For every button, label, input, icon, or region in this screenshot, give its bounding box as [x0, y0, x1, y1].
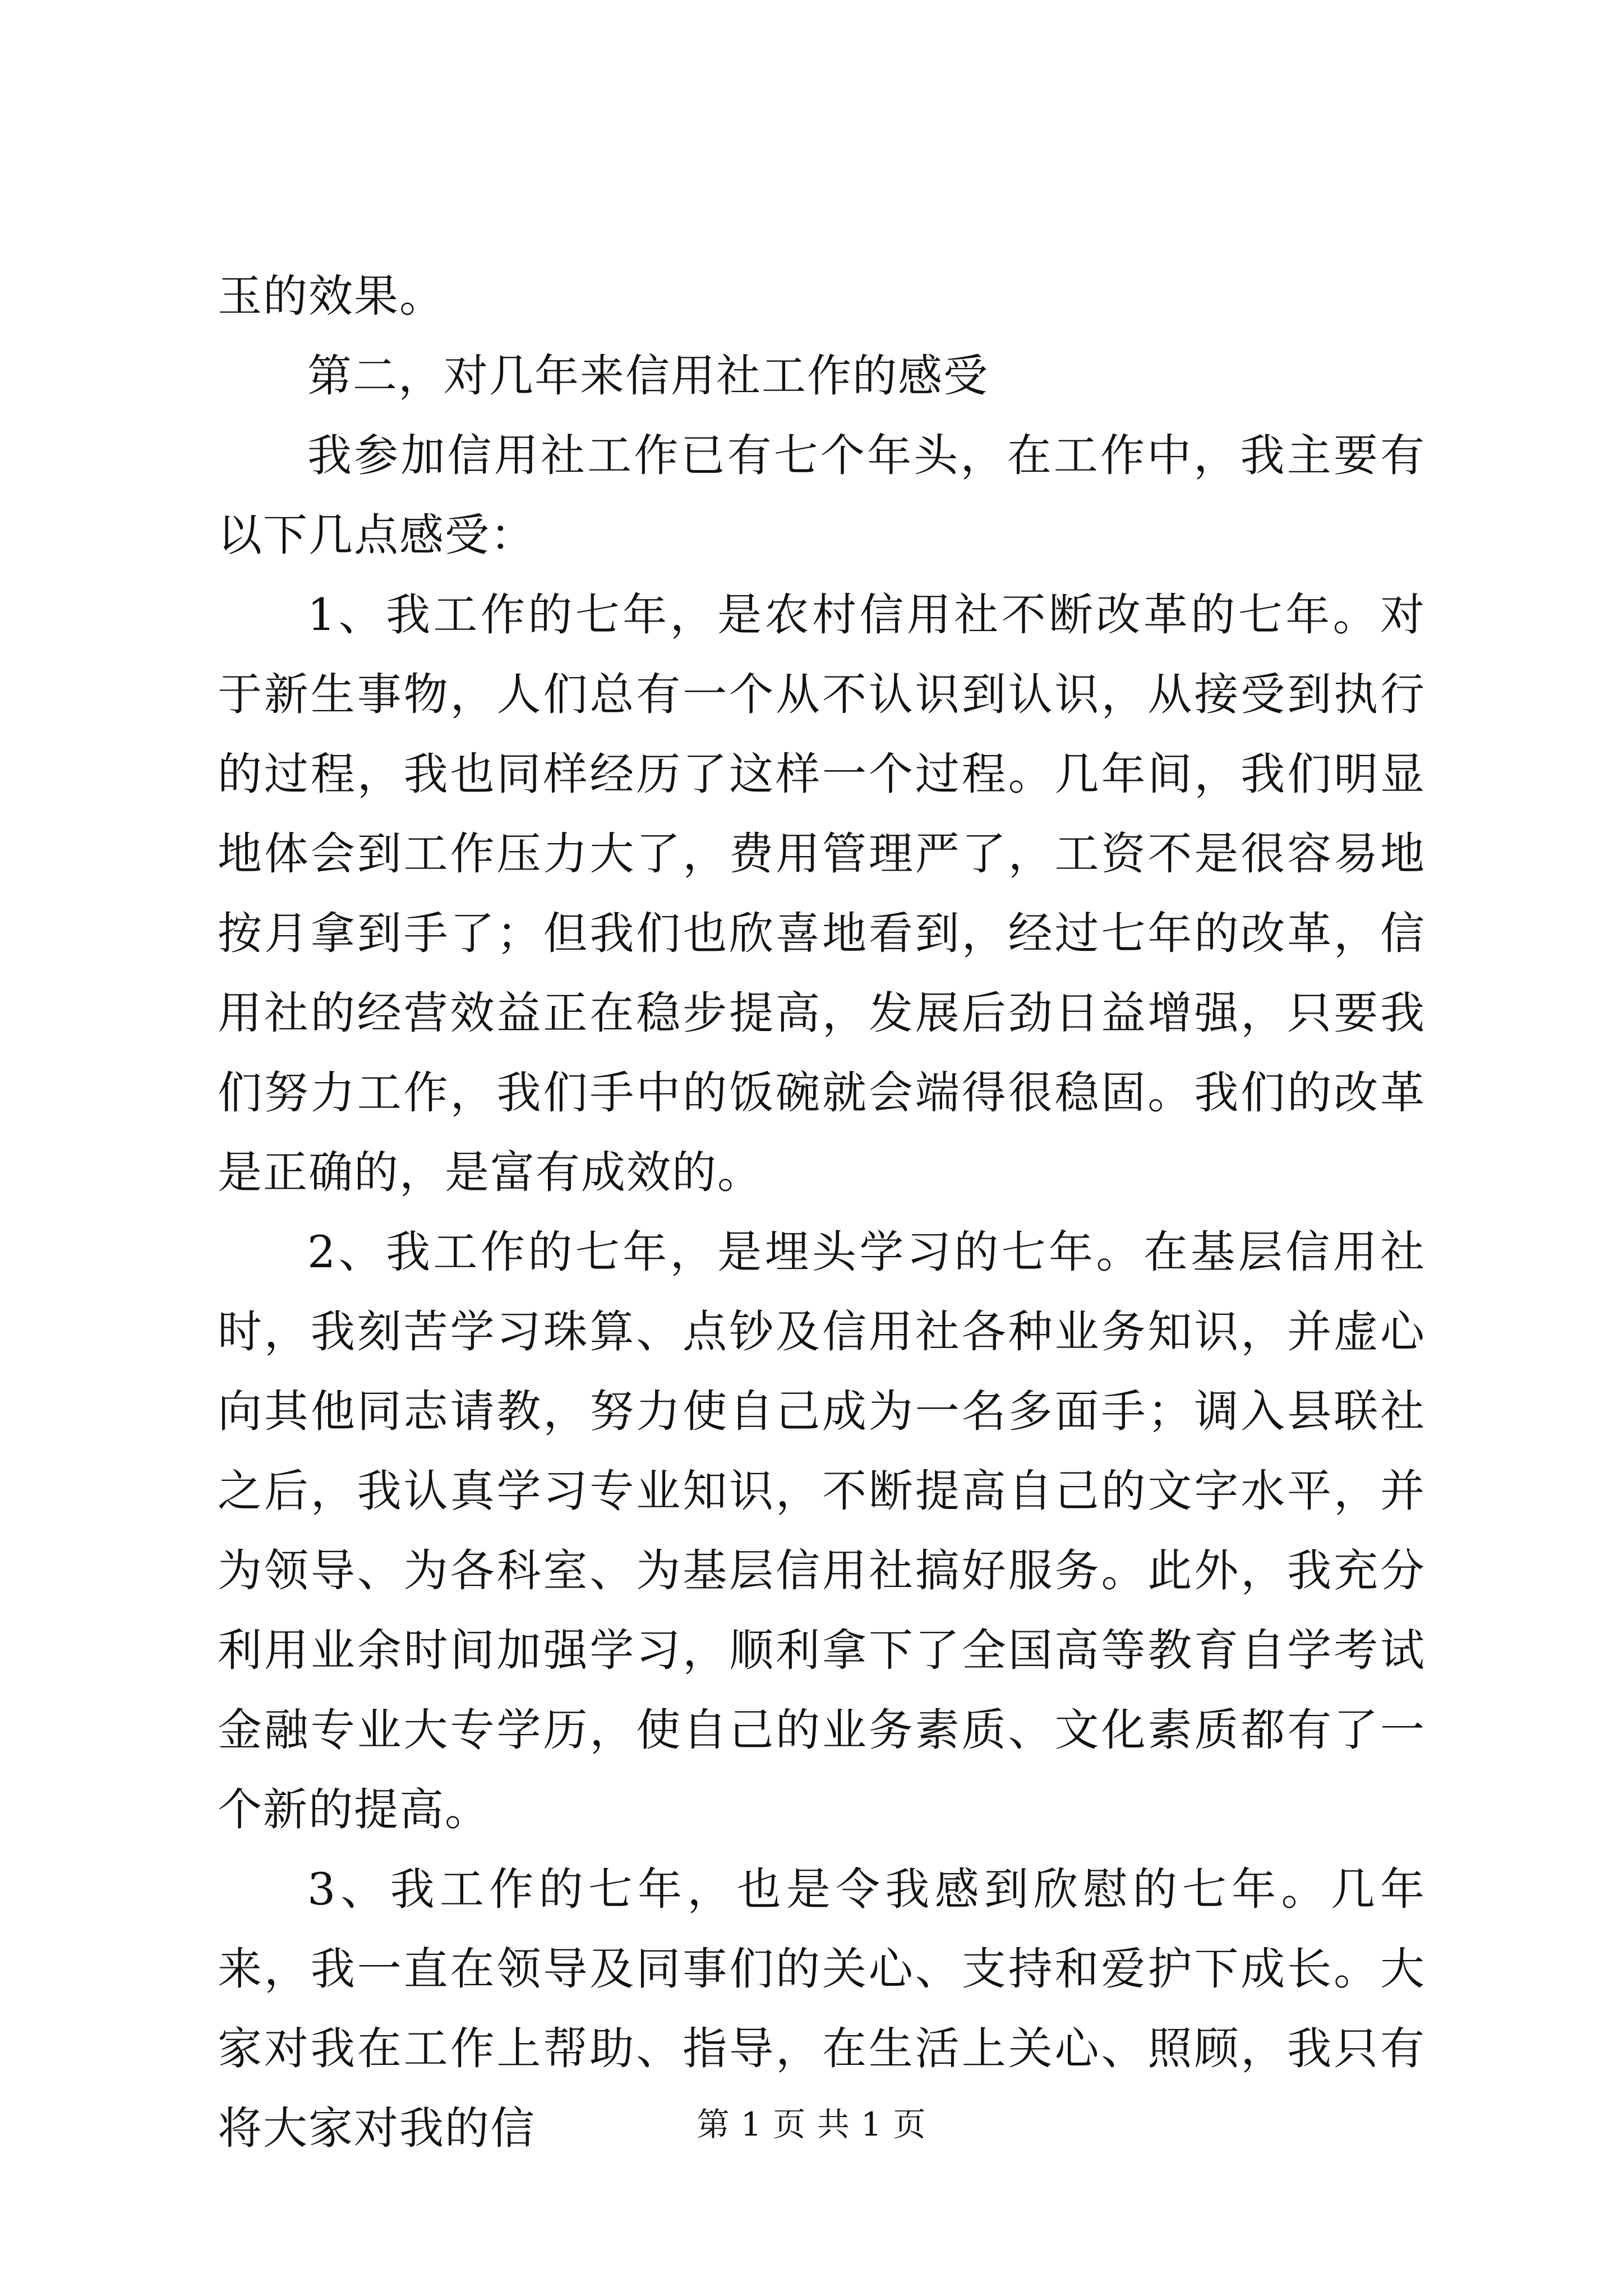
paragraph-continuation: 玉的效果。 — [218, 270, 445, 322]
section-heading: 第二，对几年来信用社工作的感受 — [307, 350, 989, 402]
paragraph-point-3: 3、我工作的七年，也是令我感到欣慰的七年。几年来，我一直在领导及同事们的关心、支持和爱护下成长。大家对我在工作上帮助、指导，在生活上关心、照顾，我只有将大家对我的信 — [218, 1864, 1426, 2154]
body-text — [218, 256, 1426, 2168]
page-footer: 第 1 页 共 1 页 — [697, 2105, 926, 2143]
paragraph-intro: 我参加信用社工作已有七个年头，在工作中，我主要有以下几点感受： — [218, 430, 1426, 561]
paragraph-point-1: 1、我工作的七年，是农村信用社不断改革的七年。对于新生事物，人们总有一个从不认识到认识，从接受到执行的过程，我也同样经历了这样一个过程。几年间，我们明显地体会到工作压力大了，费用管理严了，工资不是很容易地按月拿到手了；但我们也欣喜地看到，经过七年的改革，信用社的经营效益正在稳步提高，发展后劲日益增强，只要我们努力工作，我们手中的饭碗就会端得很稳固。我们的改革是正确的，是富有成效的。 — [218, 589, 1426, 1198]
paragraph-point-2: 2、我工作的七年，是埋头学习的七年。在基层信用社时，我刻苦学习珠算、点钞及信用社各种业务知识，并虚心向其他同志请教，努力使自己成为一名多面手；调入县联社之后，我认真学习专业知识，不断提高自己的文字水平，并为领导、为各科室、为基层信用社搞好服务。此外，我充分利用业余时间加强学习，顺利拿下了全国高等教育自学考试金融专业大专学历，使自己的业务素质、文化素质都有了一个新的提高。 — [218, 1226, 1426, 1835]
